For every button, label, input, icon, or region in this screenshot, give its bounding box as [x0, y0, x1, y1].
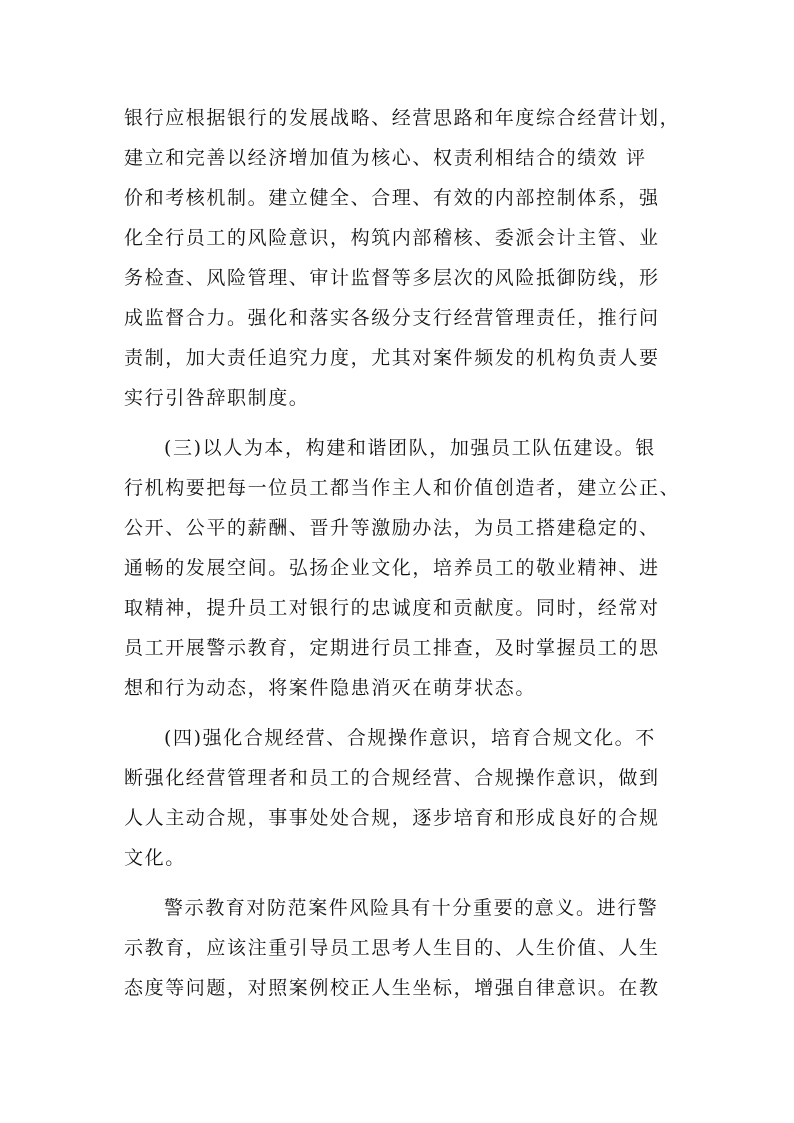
text-line: 想和行为动态，将案件隐患消灭在萌芽状态。 — [124, 677, 537, 699]
text-line: 态度等问题，对照案例校正人生坐标，增强自律意识。在教 — [124, 977, 660, 999]
text-line: 文化。 — [124, 847, 186, 869]
paragraph-heading-4: (四)强化合规经营、合规操作意识，培育合规文化。不 — [164, 727, 656, 749]
text-line: 建立和完善以经济增加值为核心、权责利相结合的绩效 评 — [124, 147, 647, 169]
paragraph-heading-3: (三)以人为本，构建和谐团队，加强员工队伍建设。银 — [164, 437, 656, 459]
text-line: 公开、公平的薪酬、晋升等激励办法，为员工搭建稳定的、 — [124, 517, 660, 539]
text-line: 人人主动合规，事事处处合规，逐步培育和形成良好的合规 — [124, 807, 660, 829]
text-line: 化全行员工的风险意识，构筑内部稽核、委派会计主管、业 — [124, 227, 660, 249]
text-line: 行机构要把每一位员工都当作主人和价值创造者，建立公正、 — [124, 477, 681, 499]
text-line: 责制，加大责任追究力度，尤其对案件频发的机构负责人要 — [124, 347, 660, 369]
text-line: 实行引咎辞职制度。 — [124, 387, 310, 409]
text-line: 银行应根据银行的发展战略、经营思路和年度综合经营计划， — [124, 107, 681, 129]
text-line: 取精神，提升员工对银行的忠诚度和贡献度。同时，经常对 — [124, 597, 660, 619]
text-line: 通畅的发展空间。弘扬企业文化，培养员工的敬业精神、进 — [124, 557, 660, 579]
text-line: 断强化经营管理者和员工的合规经营、合规操作意识，做到 — [124, 767, 660, 789]
paragraph-start: 警示教育对防范案件风险具有十分重要的意义。进行警 — [164, 897, 659, 919]
text-line: 务检查、风险管理、审计监督等多层次的风险抵御防线，形 — [124, 267, 660, 289]
text-line: 价和考核机制。建立健全、合理、有效的内部控制体系，强 — [124, 187, 660, 209]
text-line: 员工开展警示教育，定期进行员工排查，及时掌握员工的思 — [124, 637, 660, 659]
text-line: 示教育，应该注重引导员工思考人生目的、人生价值、人生 — [124, 937, 660, 959]
text-line: 成监督合力。强化和落实各级分支行经营管理责任，推行问 — [124, 307, 660, 329]
